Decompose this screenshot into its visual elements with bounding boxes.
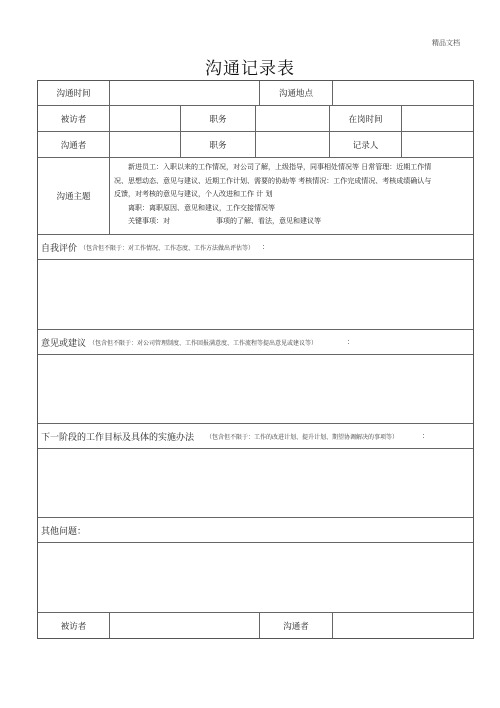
next-goals-label: 下一阶段的工作目标及具体的实施办法 — [41, 432, 195, 443]
signature-interviewee-field[interactable] — [110, 613, 260, 638]
communicator-position-label: 职务 — [181, 132, 256, 157]
topic-label: 沟通主题 — [38, 158, 110, 234]
topic-line-daily-mgmt: 况、思想动态、意见与建议、近期工作计划、需要的协助等 考核情况：工作完成情况、考核成绩确认与 — [114, 176, 432, 185]
next-goals-header — [38, 424, 473, 449]
opinions-header — [38, 330, 473, 355]
row-interviewee — [38, 106, 473, 132]
opinions-note: （包含但不限于：对公司管理制度、工作回报满意度、工作流程等提出意见或建议等） — [89, 339, 318, 347]
tenure-field[interactable] — [402, 106, 473, 131]
opinions-colon: ： — [347, 338, 355, 346]
topic-line-feedback: 反馈，对考核的意见与建议，个人改进和工作 计 划 — [114, 190, 273, 198]
key-items-suffix: 事项的了解、看法，意见和建议等 — [216, 217, 321, 225]
signature-communicator-label: 沟通者 — [260, 613, 333, 638]
opinions-label: 意见或建议 — [41, 338, 87, 349]
row-communicator — [38, 132, 473, 158]
self-evaluation-note: （包含但不限于：对工作情况、工作态度、工作方法做出评估等） — [80, 244, 255, 252]
recorder-field[interactable] — [402, 132, 473, 157]
key-items-prefix: 关键事项：对 — [128, 217, 170, 225]
watermark: 精品文档 — [432, 39, 460, 47]
communicator-field[interactable] — [110, 132, 181, 157]
recorder-label: 记录人 — [330, 132, 402, 157]
self-evaluation-colon: ： — [262, 243, 270, 251]
signature-interviewee-label: 被访者 — [38, 613, 110, 638]
next-goals-colon: ： — [422, 432, 430, 440]
topic-description — [110, 158, 473, 234]
communicator-label: 沟通者 — [38, 132, 110, 157]
other-issues-label: 其他问题： — [41, 526, 87, 537]
topic-line-new-staff: 新进员工：入职以来的工作情况，对公司了解，上级指导，同事相处情况等 日常管理：近期工作情 — [128, 163, 432, 171]
topic-line-key-items — [114, 215, 469, 229]
interviewee-label: 被访者 — [38, 106, 110, 131]
page-title: 沟通记录表 — [205, 59, 295, 79]
other-issues-area[interactable] — [38, 543, 473, 613]
other-issues-header — [38, 518, 473, 543]
interviewee-field[interactable] — [110, 106, 181, 131]
opinions-area[interactable] — [38, 355, 473, 424]
topic-line-resignation: 离职：离职原因、意见和建议，工作交接情况等 — [128, 203, 275, 212]
self-evaluation-area[interactable] — [38, 260, 473, 330]
communication-record-table — [37, 80, 474, 639]
row-signatures — [38, 613, 473, 638]
communication-time-label: 沟通时间 — [38, 81, 110, 105]
next-goals-area[interactable] — [38, 449, 473, 518]
communicator-position-field[interactable] — [256, 132, 330, 157]
communication-time-field[interactable] — [110, 81, 260, 105]
signature-communicator-field[interactable] — [333, 613, 473, 638]
row-time-place — [38, 81, 473, 106]
interviewee-position-label: 职务 — [181, 106, 256, 131]
row-topic — [38, 158, 473, 235]
communication-place-label: 沟通地点 — [260, 81, 333, 105]
tenure-label: 在岗时间 — [330, 106, 402, 131]
self-evaluation-header — [38, 235, 473, 260]
self-evaluation-label: 自我评价 — [41, 243, 78, 254]
interviewee-position-field[interactable] — [256, 106, 330, 131]
next-goals-note: （包含但不限于：工作的改进计划、提升计划、期望协调解决的事项等） — [206, 433, 399, 441]
communication-place-field[interactable] — [333, 81, 473, 105]
